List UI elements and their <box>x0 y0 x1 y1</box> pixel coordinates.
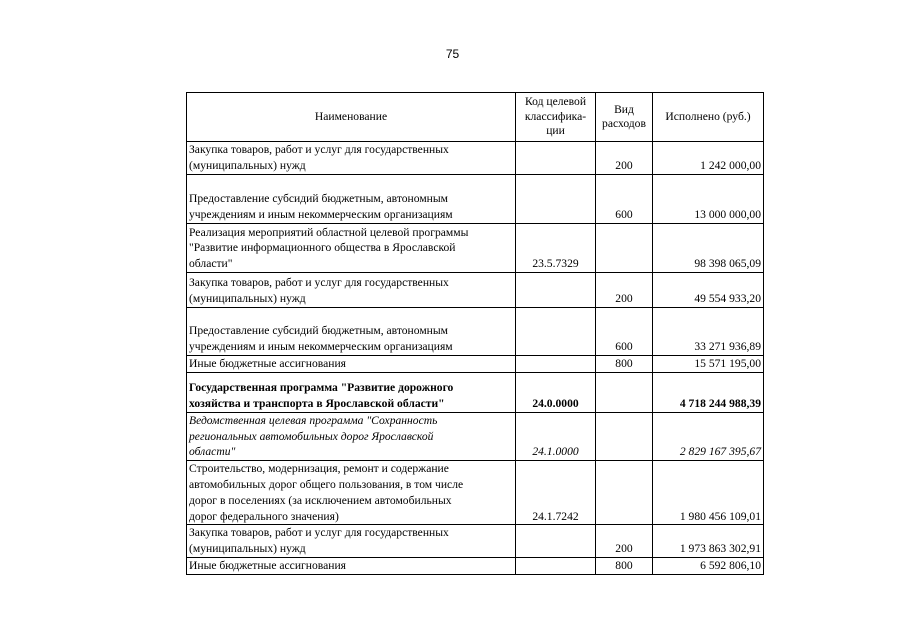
cell-sum: 49 554 933,20 <box>653 273 764 308</box>
table-row <box>187 356 764 373</box>
cell-type: 600 <box>596 175 653 224</box>
cell-name: Реализация мероприятий областной целевой программы "Развитие информационного общества в Ярославской области" <box>187 224 516 273</box>
cell-code: 24.1.7242 <box>516 461 596 525</box>
cell-sum: 1 242 000,00 <box>653 142 764 175</box>
cell-type: 200 <box>596 142 653 175</box>
cell-type <box>596 461 653 525</box>
table-row <box>187 308 764 356</box>
cell-code <box>516 308 596 356</box>
cell-name: Закупка товаров, работ и услуг для государственных (муниципальных) нужд <box>187 273 516 308</box>
cell-sum: 1 980 456 109,01 <box>653 461 764 525</box>
table-body <box>187 142 764 575</box>
table-row <box>187 175 764 224</box>
cell-code <box>516 525 596 558</box>
page-number: 75 <box>445 47 460 61</box>
cell-sum: 98 398 065,09 <box>653 224 764 273</box>
cell-name: Иные бюджетные ассигнования <box>187 557 516 574</box>
cell-code <box>516 273 596 308</box>
cell-name: Закупка товаров, работ и услуг для государственных (муниципальных) нужд <box>187 525 516 558</box>
cell-code <box>516 175 596 224</box>
cell-code: 24.1.0000 <box>516 412 596 460</box>
budget-table <box>186 92 764 575</box>
table-header-row <box>187 93 764 142</box>
cell-type <box>596 412 653 460</box>
table-row <box>187 525 764 558</box>
cell-name: Государственная программа "Развитие дорожного хозяйства и транспорта в Ярославской области" <box>187 372 516 412</box>
cell-sum: 1 973 863 302,91 <box>653 525 764 558</box>
cell-code <box>516 142 596 175</box>
table-row <box>187 273 764 308</box>
cell-name: Иные бюджетные ассигнования <box>187 356 516 373</box>
header-code: Код целевой классифика-ции <box>516 93 596 142</box>
cell-sum: 4 718 244 988,39 <box>653 372 764 412</box>
cell-name: Предоставление субсидий бюджетным, автономным учреждениям и иным некоммерческим организациям <box>187 308 516 356</box>
cell-type: 800 <box>596 557 653 574</box>
cell-type <box>596 224 653 273</box>
cell-code <box>516 356 596 373</box>
cell-type: 800 <box>596 356 653 373</box>
table-row <box>187 557 764 574</box>
cell-sum: 13 000 000,00 <box>653 175 764 224</box>
cell-code: 23.5.7329 <box>516 224 596 273</box>
cell-name: Закупка товаров, работ и услуг для государственных (муниципальных) нужд <box>187 142 516 175</box>
header-sum: Исполнено (руб.) <box>653 93 764 142</box>
cell-name: Строительство, модернизация, ремонт и содержание автомобильных дорог общего пользования, в том числе дорог в поселениях (за исключением автомобильных дорог федерального значения) <box>187 461 516 525</box>
cell-name: Предоставление субсидий бюджетным, автономным учреждениям и иным некоммерческим организациям <box>187 175 516 224</box>
header-name: Наименование <box>187 93 516 142</box>
cell-name: Ведомственная целевая программа "Сохранность региональных автомобильных дорог Ярославской области" <box>187 412 516 460</box>
cell-code: 24.0.0000 <box>516 372 596 412</box>
cell-sum: 6 592 806,10 <box>653 557 764 574</box>
table-row <box>187 461 764 525</box>
cell-sum: 2 829 167 395,67 <box>653 412 764 460</box>
cell-type: 200 <box>596 525 653 558</box>
cell-sum: 33 271 936,89 <box>653 308 764 356</box>
table-row <box>187 224 764 273</box>
cell-sum: 15 571 195,00 <box>653 356 764 373</box>
cell-type: 200 <box>596 273 653 308</box>
cell-type <box>596 372 653 412</box>
cell-type: 600 <box>596 308 653 356</box>
table-row <box>187 412 764 460</box>
header-type: Вид расходов <box>596 93 653 142</box>
table-row <box>187 142 764 175</box>
table-row <box>187 372 764 412</box>
cell-code <box>516 557 596 574</box>
